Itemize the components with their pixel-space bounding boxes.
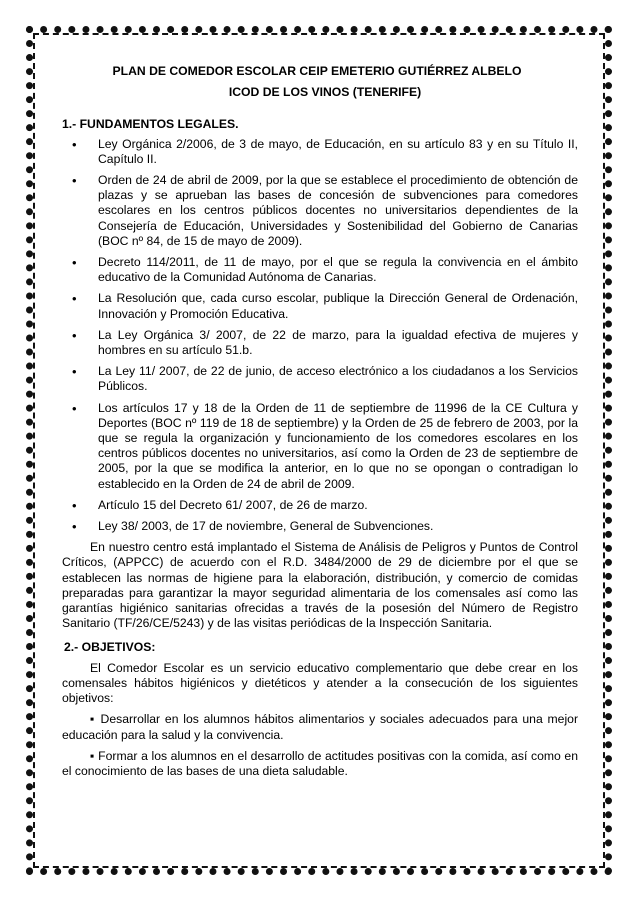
objective-item: ▪ Formar a los alumnos en el desarrollo de actitudes positivas con la comida, así como en el conocimiento de las bases de una dieta saludable.: [62, 748, 578, 778]
list-item: • Decreto 114/2011, de 11 de mayo, por el que se regula la convivencia en el ámbito educativo de la Comunidad Autónoma de Canarias.: [62, 255, 578, 285]
list-item: • La Resolución que, cada curso escolar, publique la Dirección General de Ordenación, Innovación y Promoción Educativa.: [62, 291, 578, 321]
section-heading-objetivos: 2.- OBJETIVOS:: [64, 639, 156, 654]
objectives-intro: El Comedor Escolar es un servicio educativo complementario que debe crear en los comensales hábitos higiénicos y dietéticos y atender a la consecución de los siguientes objetivos:: [62, 660, 578, 706]
list-item: • Orden de 24 de abril de 2009, por la que se establece el procedimiento de obtención de plazas y se aprueban las bases de concesión de subvenciones para comedores escolares en los centros públicos docentes no universitarios dependientes de la Consejería de Educación, Universidades y Sostenibilidad del Gobierno de Canarias (BOC nº 84, de 15 de mayo de 2009).: [62, 173, 578, 249]
list-item: • La Ley 11/ 2007, de 22 de junio, de acceso electrónico a los ciudadanos a los Servicios Públicos.: [62, 364, 578, 394]
list-item: • Ley 38/ 2003, de 17 de noviembre, General de Subvenciones.: [62, 519, 578, 534]
legal-basis-list: [62, 137, 578, 535]
section-heading-fundamentos: 1.- FUNDAMENTOS LEGALES.: [62, 117, 239, 132]
objective-item: ▪ Desarrollar en los alumnos hábitos alimentarios y sociales adecuados para una mejor educación para la salud y la convivencia.: [62, 712, 578, 742]
document-body: [62, 64, 578, 785]
document-subtitle: ICOD DE LOS VINOS (TENERIFE): [228, 85, 422, 100]
appcc-paragraph: En nuestro centro está implantado el Sistema de Análisis de Peligros y Puntos de Control Críticos, (APPCC) de acuerdo con el R.D. 3484/2000 de 29 de diciembre por el que se establecen las normas de higiene para la elaboración, distribución, y comercio de comidas preparadas para garantizar la mayor seguridad alimentaria de los comensales así como las garantías higiénico sanitarias ofrecidas a través de la posesión del Número de Registro Sanitario (TF/26/CE/5243) y de las visitas periódicas de la Inspección Sanitaria.: [62, 540, 578, 631]
list-item: • Los artículos 17 y 18 de la Orden de 11 de septiembre de 11996 de la CE Cultura y Deportes (BOC nº 119 de 18 de septiembre) y la Orden de 25 de febrero de 2003, por la que se regula la organización y funcionamiento de los comedores escolares en los centros públicos docentes no universitarios, así como la Orden de 23 de septiembre de 2005, por la que se modifica la anterior, en lo que no se opongan o contradigan lo establecido en la Orden de 24 de abril de 2009.: [62, 401, 578, 492]
document-title: PLAN DE COMEDOR ESCOLAR CEIP EMETERIO GUTIÉRREZ ALBELO: [112, 64, 522, 78]
list-item: • Ley Orgánica 2/2006, de 3 de mayo, de Educación, en su artículo 83 y en su Título II, Capítulo II.: [62, 137, 578, 167]
list-item: • Artículo 15 del Decreto 61/ 2007, de 26 de marzo.: [62, 498, 578, 513]
list-item: • La Ley Orgánica 3/ 2007, de 22 de marzo, para la igualdad efectiva de mujeres y hombres en su artículo 51.b.: [62, 328, 578, 358]
